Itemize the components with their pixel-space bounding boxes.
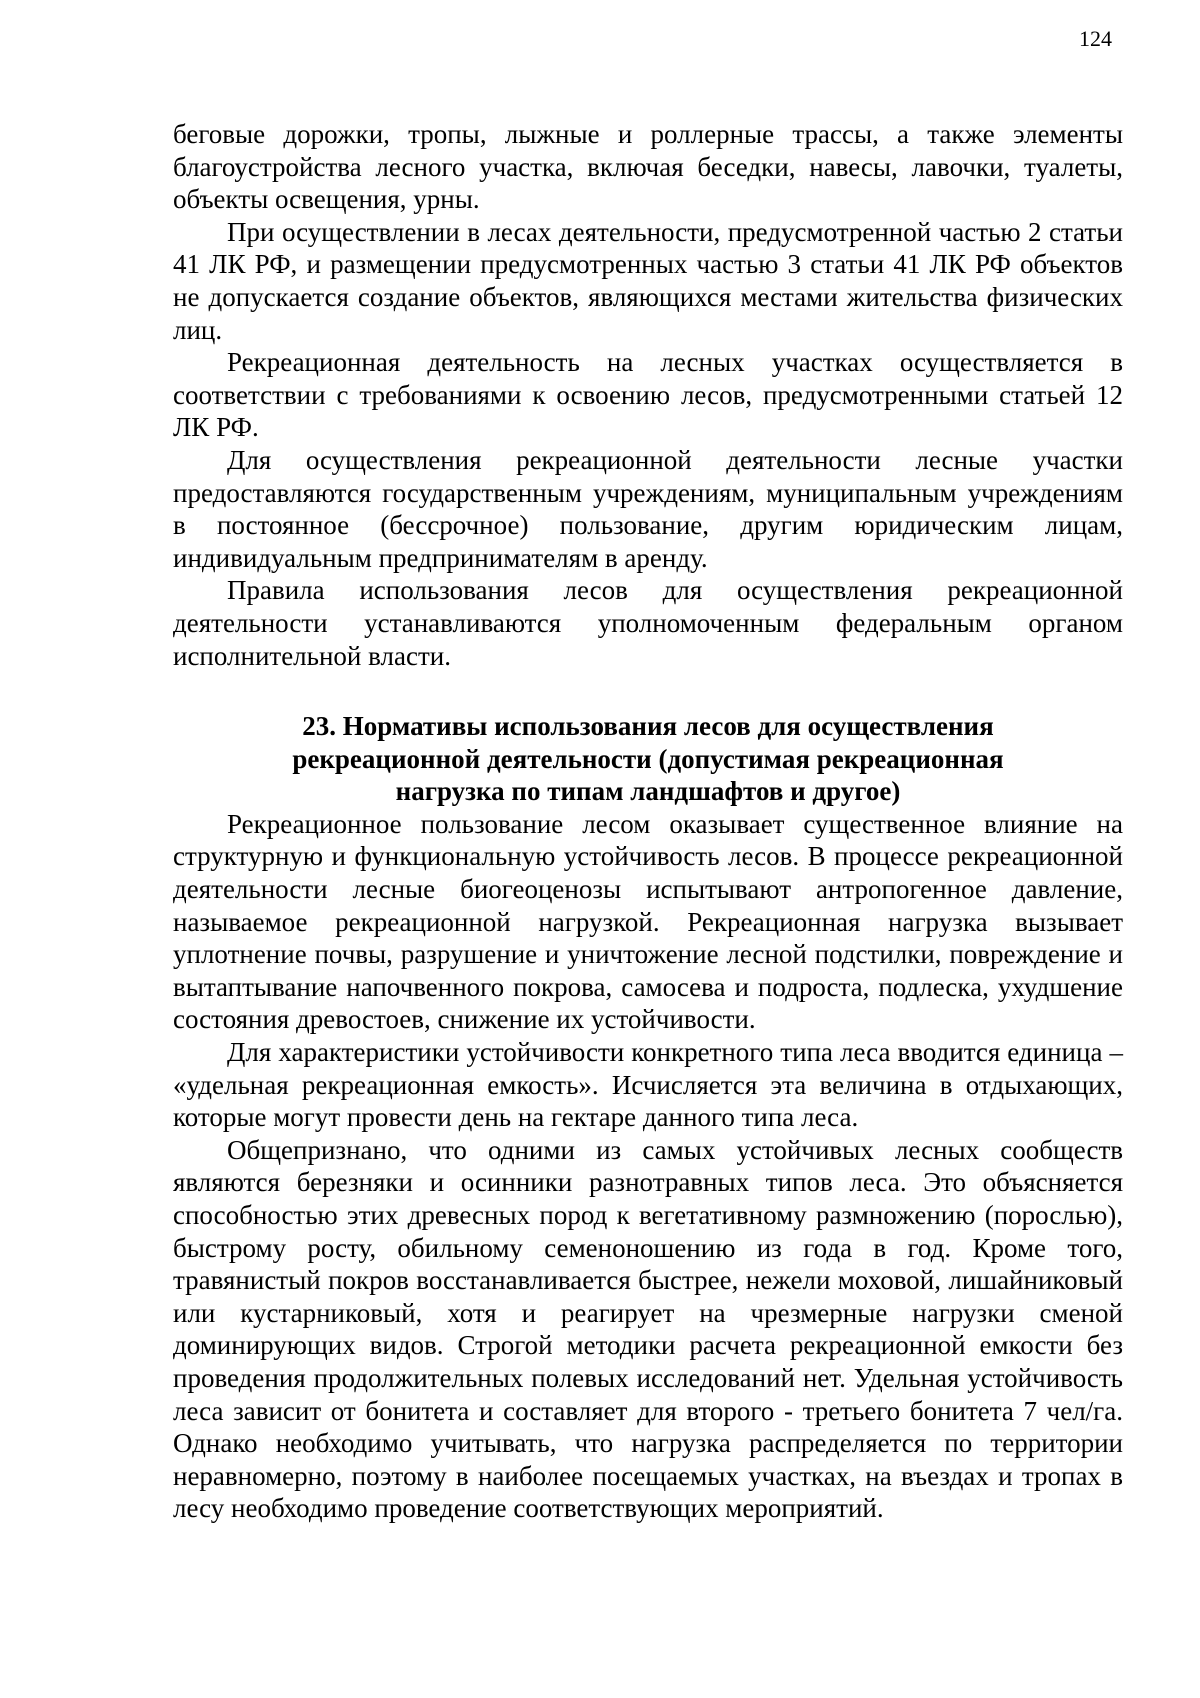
paragraph: Для осуществления рекреационной деятельности лесные участки предоставляются государственным учреждениям, муниципальным учреждениям в постоянное (бессрочное) пользование, другим юридическим лицам, индивидуальным предпринимателям в аренду. (173, 444, 1123, 573)
paragraph: Для характеристики устойчивости конкретного типа леса вводится единица – «удельная рекреационная емкость». Исчисляется эта величина в отдыхающих, которые могут провести день на гектаре данного типа леса. (173, 1037, 1123, 1133)
paragraph: Рекреационное пользование лесом оказывает существенное влияние на структурную и функциональную устойчивость лесов. В процессе рекреационной деятельности лесные биогеоценозы испытывают антропогенное давление, называемое рекреационной нагрузкой. Рекреационная нагрузка вызывает уплотнение почвы, разрушение и уничтожение лесной подстилки, повреждение и вытаптывание напочвенного покрова, самосева и подроста, подлеска, ухудшение состояния древостоев, снижение их устойчивости. (173, 808, 1123, 1035)
paragraph: При осуществлении в лесах деятельности, предусмотренной частью 2 статьи 41 ЛК РФ, и размещении предусмотренных частью 3 статьи 41 ЛК РФ объектов не допускается создание объектов, являющихся местами жительства физических лиц. (173, 216, 1123, 345)
section-heading-line: рекреационной деятельности (допустимая рекреационная (292, 743, 1004, 774)
paragraph: Правила использования лесов для осуществления рекреационной деятельности устанавливаются уполномоченным федеральным органом исполнительной власти. (173, 575, 1123, 671)
page-number: 124 (1079, 26, 1112, 51)
paragraph-continuation: беговые дорожки, тропы, лыжные и роллерные трассы, а также элементы благоустройства лесного участка, включая беседки, навесы, лавочки, туалеты, объекты освещения, урны. (173, 119, 1123, 215)
section-heading (173, 710, 1123, 808)
document-body (173, 118, 1123, 1525)
paragraph: Общепризнано, что одними из самых устойчивых лесных сообществ являются березняки и осинники разнотравных типов леса. Это объясняется способностью этих древесных пород к вегетативному размножению (порослью), быстрому росту, обильному семеноношению из года в год. Кроме того, травянистый покров восстанавливается быстрее, нежели моховой, лишайниковый или кустарниковый, хотя и реагирует на чрезмерные нагрузки сменой доминирующих видов. Строгой методики расчета рекреационной емкости без проведения продолжительных полевых исследований нет. Удельная устойчивость леса зависит от бонитета и составляет для второго - третьего бонитета 7 чел/га. Однако необходимо учитывать, что нагрузка распределяется по территории неравномерно, поэтому в наиболее посещаемых участках, на въездах и тропах в лесу необходимо проведение соответствующих мероприятий. (173, 1134, 1123, 1524)
paragraph: Рекреационная деятельность на лесных участках осуществляется в соответствии с требованиями к освоению лесов, предусмотренными статьей 12 ЛК РФ. (173, 347, 1123, 443)
section-heading-line: 23. Нормативы использования лесов для осуществления (302, 711, 994, 742)
section-heading-line: нагрузка по типам ландшафтов и другое) (395, 776, 901, 807)
